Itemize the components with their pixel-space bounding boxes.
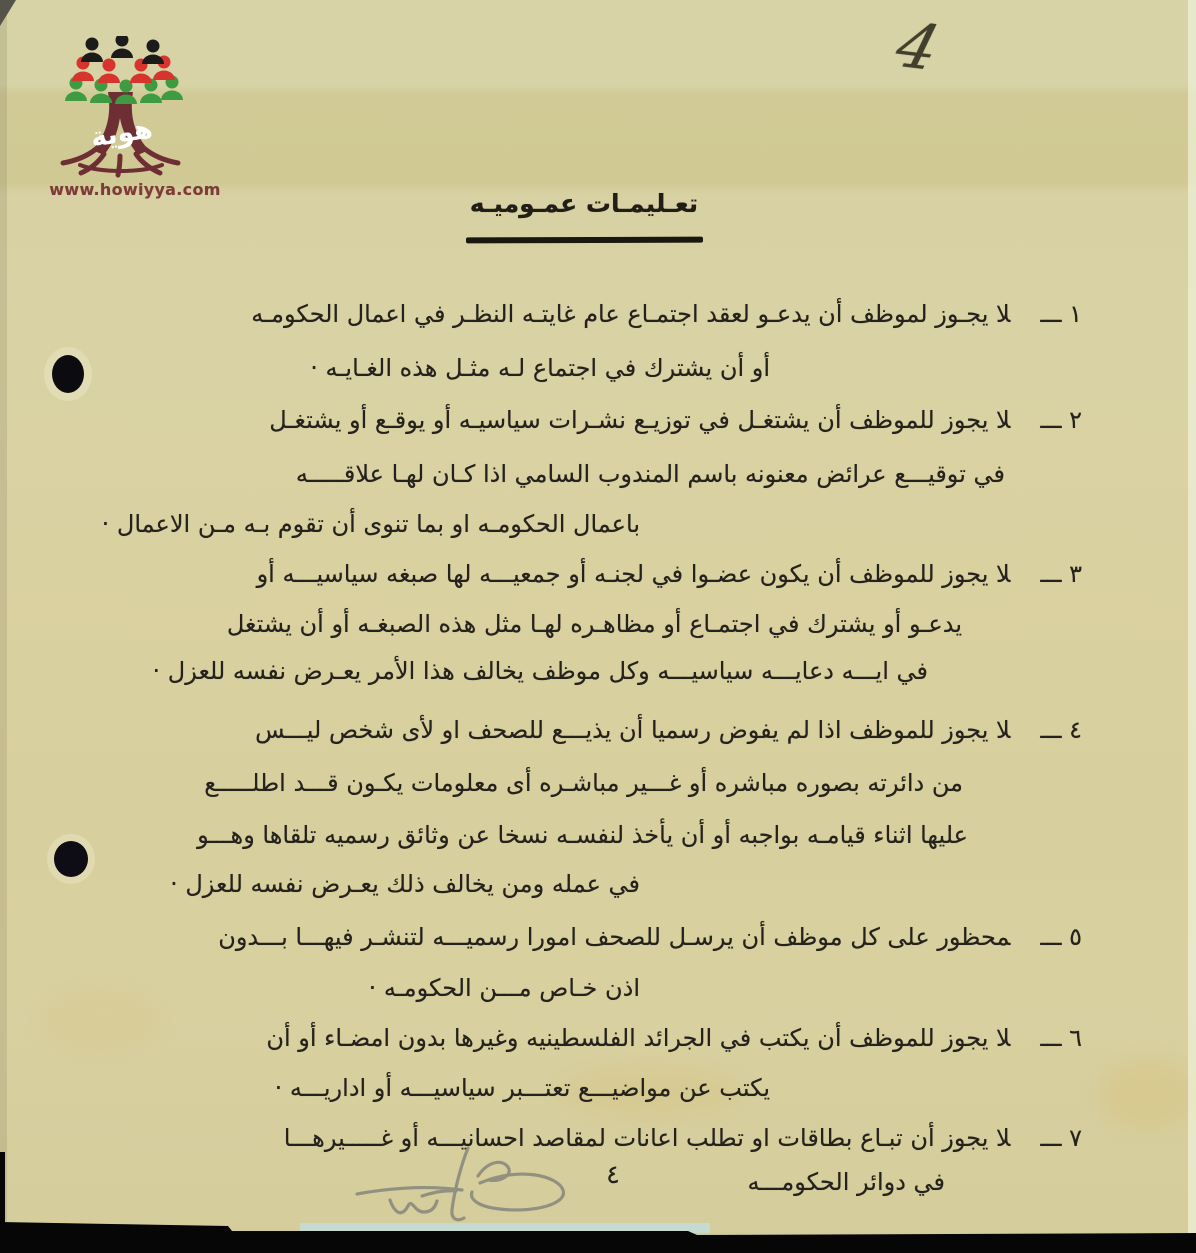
item-4-line-3: عليها اثناء قيامـه بواجبه أو أن يأخذ لنفسـه نسخا عن وثائق رسميه تلقاها وهـــو [197, 821, 968, 849]
scan-edge-right [1188, 0, 1196, 1253]
logo-people-black [81, 36, 164, 64]
hole-punch-halo [44, 347, 92, 401]
item-number: ٧ ـــ [1040, 1124, 1082, 1152]
item-number: ١ ـــ [1040, 300, 1082, 328]
site-url: www.howiyya.com [49, 180, 221, 199]
item-2-line-3: باعمال الحكومـه او بما تنوى أن تقوم بـه مـن الاعمال · [101, 510, 640, 538]
item-7-line-2: في دوائر الحكومـــه [747, 1168, 945, 1196]
handwritten-signature [330, 1138, 600, 1243]
paper-stain [1100, 1060, 1196, 1130]
scan-edge-left [0, 0, 7, 1253]
paper-stain [40, 990, 160, 1050]
item-number: ٥ ـــ [1040, 923, 1082, 951]
item-number: ٢ ـــ [1040, 406, 1082, 434]
item-2-line-2: في توقيـــع عرائض معنونه باسم المندوب السامي اذا كـان لهـا علاقـــــه [295, 460, 1005, 488]
hole-punch-halo [47, 834, 95, 884]
hole-punch-top [52, 355, 84, 393]
item-6-line-2: يكتب عن مواضيـــع تعتـــبر سياسيـــه أو اداريـــه · [274, 1074, 770, 1102]
item-7-line-1: ٧ ـــلا يجوز أن تبـاع بطاقات او تطلب اعانات لمقاصد احسانيـــه أو غـــــيرهـــا [283, 1124, 1082, 1152]
document-title: تعـليمـات عمـوميـه [469, 189, 699, 218]
item-number: ٦ ـــ [1040, 1024, 1082, 1052]
item-4-line-1: ٤ ـــلا يجوز للموظف اذا لم يفوض رسميا أن يذيـــع للصحف او لأى شخص ليـــس [255, 716, 1082, 744]
logo-brand-word: هوية [88, 113, 155, 154]
item-3-line-1: ٣ ـــلا يجوز للموظف أن يكون عضـوا في لجنـه أو جمعيـــه لها صبغه سياسيـــه أو [256, 560, 1082, 588]
item-number: ٤ ـــ [1040, 716, 1082, 744]
page-number: 4 [888, 8, 947, 85]
item-1-line-1: ١ ـــلا يجـوز لموظف أن يدعـو لعقد اجتمـاع عام غايتـه النظـر في اعمال الحكومـه [251, 300, 1082, 328]
item-4-line-4: في عمله ومن يخالف ذلك يعـرض نفسه للعزل · [170, 870, 640, 898]
hole-punch-bottom [54, 841, 88, 877]
item-5-line-2: اذن خـاص مـــن الحكومـه · [368, 974, 640, 1002]
title-underline [466, 237, 703, 244]
logo-tree-icon [46, 36, 221, 184]
item-1-line-2: أو أن يشترك في اجتماع لـه مثـل هذه الغـايـه · [310, 354, 770, 382]
item-3-line-2: يدعـو أو يشترك في اجتمـاع أو مظاهـره لهـا مثل هذه الصبغـه أو أن يشتغل [226, 610, 962, 638]
footer-mark: ٤ [606, 1160, 620, 1190]
item-4-line-2: من دائرته بصوره مباشره أو غـــير مباشـره أى معلومات يكـون قـــد اطلـــــع [204, 769, 963, 797]
item-3-line-3: في ايـــه دعايـــه سياسيـــه وكل موظف يخالف هذا الأمر يعـرض نفسه للعزل · [152, 657, 928, 685]
item-5-line-1: ٥ ـــمحظور على كل موظف أن يرسـل للصحف امورا رسميـــه لتنشـر فيهـــا بـــدون [218, 923, 1082, 951]
item-2-line-1: ٢ ـــلا يجوز للموظف أن يشتغـل في توزيـع نشـرات سياسيـه أو يوقـع أو يشتغـل [269, 406, 1082, 434]
item-number: ٣ ـــ [1040, 560, 1082, 588]
item-6-line-1: ٦ ـــلا يجوز للموظف أن يكتب في الجرائد الفلسطينيه وغيرها بدون امضـاء أو أن [266, 1024, 1082, 1052]
